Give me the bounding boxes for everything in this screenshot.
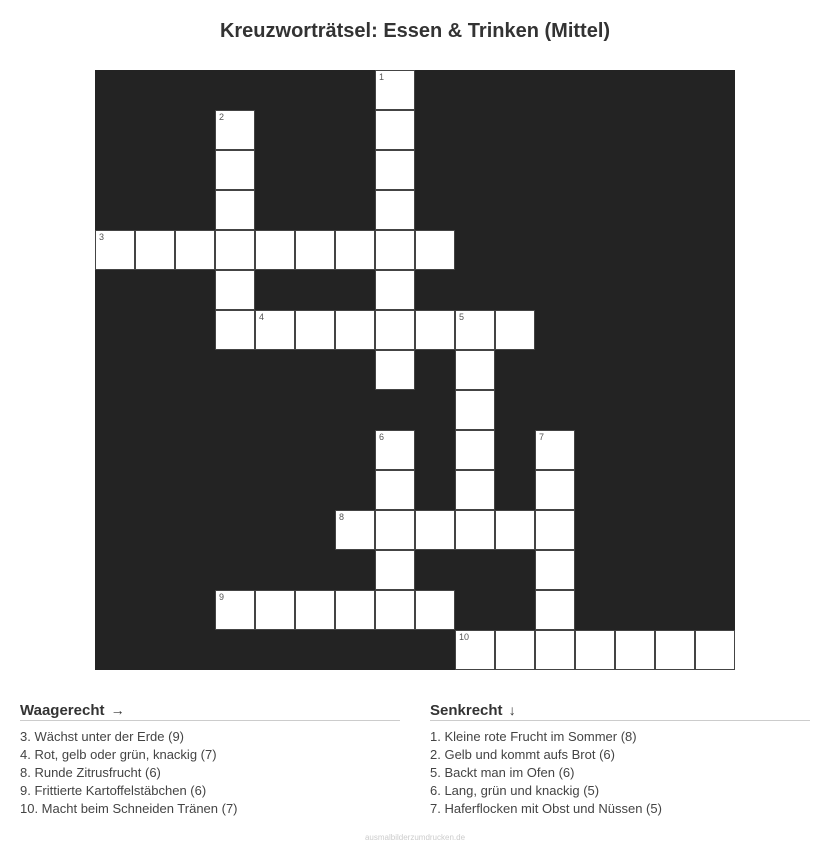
grid-cell[interactable]: [535, 550, 575, 590]
grid-cell[interactable]: [175, 230, 215, 270]
grid-cell[interactable]: [215, 110, 255, 150]
across-heading: [20, 702, 400, 721]
grid-cell[interactable]: [215, 590, 255, 630]
across-clue: 9. Frittierte Kartoffelstäbchen (6): [20, 783, 207, 798]
grid-cell[interactable]: [335, 310, 375, 350]
grid-cell[interactable]: [455, 510, 495, 550]
grid-cell[interactable]: [495, 510, 535, 550]
clue-number: 1: [379, 72, 385, 82]
arrow-down-icon: ↓: [508, 702, 516, 718]
across-clues: [20, 702, 400, 818]
grid-cell[interactable]: [375, 470, 415, 510]
clue-number: 4: [259, 312, 265, 322]
grid-cell[interactable]: [455, 350, 495, 390]
grid-cell[interactable]: [295, 230, 335, 270]
across-clue-list: [20, 728, 400, 818]
grid-cell[interactable]: [415, 510, 455, 550]
clue-number: 5: [459, 312, 465, 322]
grid-cell[interactable]: [95, 230, 135, 270]
across-heading-label: Waagerecht: [20, 702, 105, 719]
grid-cell[interactable]: [375, 310, 415, 350]
grid-cell[interactable]: [215, 190, 255, 230]
clue-number: 7: [539, 432, 545, 442]
grid-cell[interactable]: [455, 310, 495, 350]
grid-cell[interactable]: [375, 350, 415, 390]
grid-cell[interactable]: [655, 630, 695, 670]
across-clue: 10. Macht beim Schneiden Tränen (7): [20, 801, 238, 816]
down-clue-list: [430, 728, 810, 818]
down-clue: 7. Haferflocken mit Obst und Nüssen (5): [430, 801, 662, 816]
grid-cell[interactable]: [375, 190, 415, 230]
grid-cell[interactable]: [215, 310, 255, 350]
grid-cell[interactable]: [375, 270, 415, 310]
clue-number: 2: [219, 112, 225, 122]
grid-cell[interactable]: [335, 590, 375, 630]
grid-cell[interactable]: [375, 150, 415, 190]
arrow-right-icon: →: [110, 702, 125, 718]
clue-number: 3: [99, 232, 105, 242]
grid-cell[interactable]: [375, 230, 415, 270]
grid-cell[interactable]: [615, 630, 655, 670]
clue-number: 8: [339, 512, 345, 522]
down-clue: 1. Kleine rote Frucht im Sommer (8): [430, 729, 637, 744]
grid-cell[interactable]: [535, 430, 575, 470]
grid-cell[interactable]: [375, 550, 415, 590]
grid-cell[interactable]: [455, 470, 495, 510]
across-clue: 8. Runde Zitrusfrucht (6): [20, 765, 161, 780]
down-clue: 2. Gelb und kommt aufs Brot (6): [430, 747, 615, 762]
grid-cell[interactable]: [535, 510, 575, 550]
across-clue: 4. Rot, gelb oder grün, knackig (7): [20, 747, 217, 762]
grid-cell[interactable]: [375, 430, 415, 470]
grid-cell[interactable]: [455, 430, 495, 470]
clue-number: 6: [379, 432, 385, 442]
across-clue: 3. Wächst unter der Erde (9): [20, 729, 185, 744]
grid-cell[interactable]: [375, 110, 415, 150]
grid-cell[interactable]: [535, 590, 575, 630]
down-clue: 5. Backt man im Ofen (6): [430, 765, 575, 780]
grid-cell[interactable]: [255, 230, 295, 270]
clue-number: 10: [459, 632, 470, 642]
grid-cell[interactable]: [375, 510, 415, 550]
grid-cell[interactable]: [415, 590, 455, 630]
down-clue: 6. Lang, grün und knackig (5): [430, 783, 600, 798]
grid-cell[interactable]: [215, 150, 255, 190]
grid-cell[interactable]: [495, 310, 535, 350]
grid-cell[interactable]: [255, 310, 295, 350]
down-clues: [430, 702, 810, 818]
grid-cell[interactable]: [255, 590, 295, 630]
grid-cell[interactable]: [335, 230, 375, 270]
grid-cell[interactable]: [575, 630, 615, 670]
footer-credit: ausmalbilderzumdrucken.de: [364, 833, 466, 842]
grid-cell[interactable]: [295, 310, 335, 350]
grid-cell[interactable]: [375, 590, 415, 630]
grid-cell[interactable]: [415, 230, 455, 270]
down-heading: [430, 702, 810, 721]
grid-cell[interactable]: [535, 630, 575, 670]
grid-cell[interactable]: [695, 630, 735, 670]
grid-cell[interactable]: [215, 230, 255, 270]
grid-cell[interactable]: [455, 630, 495, 670]
crossword-grid: [95, 70, 735, 670]
clue-number: 9: [219, 592, 225, 602]
grid-cell[interactable]: [535, 470, 575, 510]
down-heading-label: Senkrecht: [430, 702, 503, 719]
grid-cell[interactable]: [495, 630, 535, 670]
grid-cell[interactable]: [415, 310, 455, 350]
grid-cell[interactable]: [375, 70, 415, 110]
grid-cell[interactable]: [295, 590, 335, 630]
grid-cell[interactable]: [135, 230, 175, 270]
grid-cell[interactable]: [455, 390, 495, 430]
page-title: Kreuzworträtsel: Essen & Trinken (Mittel): [219, 20, 611, 42]
grid-cell[interactable]: [335, 510, 375, 550]
grid-cell[interactable]: [215, 270, 255, 310]
